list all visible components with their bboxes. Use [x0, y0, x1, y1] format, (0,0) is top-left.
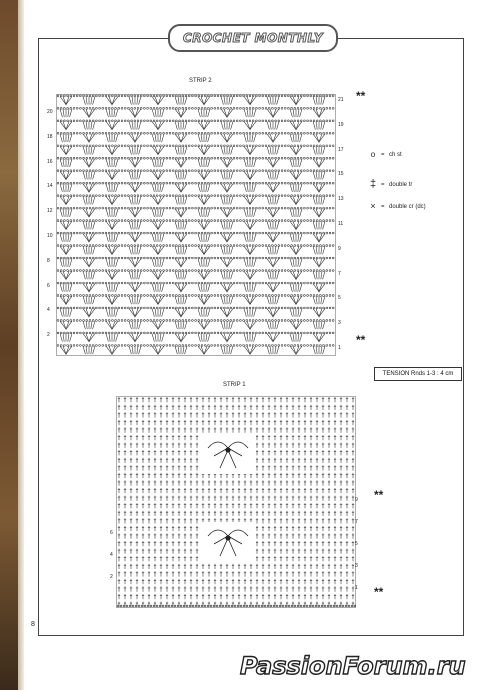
strip2-right-row-number: 1: [338, 345, 341, 351]
double-crochet-symbol: ×: [370, 201, 376, 211]
strip1-right-row-number: 5: [355, 541, 358, 547]
header-badge: [168, 24, 338, 52]
strip2-left-row-number: 14: [47, 183, 53, 190]
page-number: 8: [31, 621, 35, 628]
legend-prefix-2: =: [381, 182, 385, 188]
strip2-left-row-number: 8: [47, 257, 50, 264]
legend-double-crochet: double cr (dc): [389, 204, 426, 210]
strip2-crochet-chart: [56, 94, 336, 356]
chain-stitch-symbol: o: [370, 150, 376, 159]
header-title: CROCHET MONTHLY: [182, 31, 324, 45]
strip2-left-row-number: 2: [47, 332, 50, 339]
strip2-right-row-number: 17: [338, 146, 344, 153]
strip2-right-row-number: 5: [338, 295, 341, 302]
strip1-left-row-number: 2: [110, 574, 113, 580]
strip2-right-row-number: 9: [338, 245, 341, 252]
strip2-left-row-number: 16: [47, 158, 53, 165]
legend-prefix-1: =: [381, 152, 385, 158]
strip1-right-row-number: 1: [355, 585, 358, 591]
strip2-left-row-number: 6: [47, 282, 50, 289]
legend-chain-stitch: ch st: [389, 152, 402, 158]
strip2-left-row-number: 10: [47, 233, 53, 239]
strip2-left-row-number: 4: [47, 307, 50, 314]
strip2-top-marker: **: [356, 89, 366, 103]
strip2-right-row-number: 7: [338, 270, 341, 277]
strip2-right-row-number: 11: [338, 221, 344, 227]
strip1-left-row-number: 6: [110, 530, 113, 536]
strip2-right-row-number: 21: [338, 97, 344, 103]
strip1-right-row-number: 3: [355, 563, 358, 569]
strip2-title: STRIP 2: [189, 78, 212, 84]
strip2-left-row-number: 20: [47, 109, 53, 115]
strip2-left-row-number: 12: [47, 208, 53, 215]
strip2-right-row-number: 15: [338, 171, 344, 178]
strip1-left-row-number: 4: [110, 552, 113, 558]
strip2-right-row-number: 19: [338, 121, 344, 128]
strip1-right-row-number: 9: [355, 497, 358, 503]
strip1-crochet-chart: [116, 396, 356, 608]
legend-double-treble: double tr: [389, 182, 413, 188]
strip1-title: STRIP 1: [223, 382, 246, 388]
double-treble-symbol: ‡: [369, 178, 377, 190]
strip2-right-row-number: 13: [338, 196, 344, 203]
strip2-left-row-number: 18: [47, 133, 53, 140]
strip1-top-marker: **: [374, 488, 384, 502]
strip2-bottom-marker: **: [356, 333, 366, 347]
strip1-bottom-marker: **: [374, 585, 384, 599]
legend-prefix-3: =: [381, 204, 385, 210]
strip2-right-row-number: 3: [338, 320, 341, 327]
tension-box: TENSION Rnds 1-3 : 4 cm: [374, 367, 462, 381]
watermark: PassionForum.ru: [240, 652, 466, 680]
strip1-right-row-number: 7: [355, 519, 358, 525]
book-spine: [0, 0, 18, 690]
